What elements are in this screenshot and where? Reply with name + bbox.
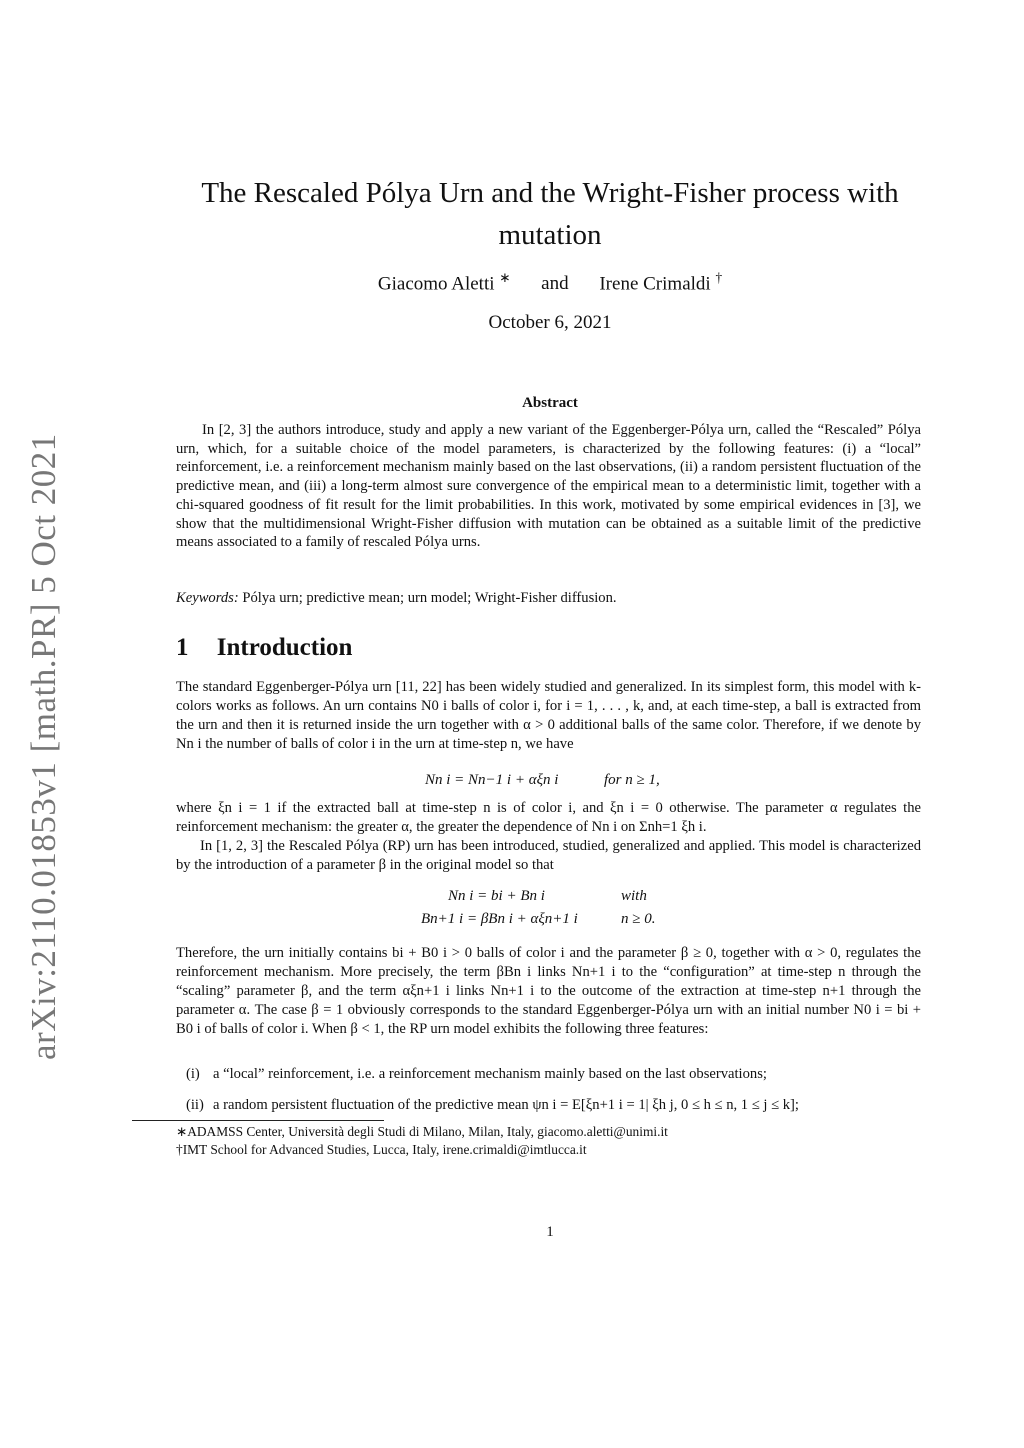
section-number: 1 — [176, 634, 189, 661]
author-2: Irene Crimaldi — [599, 273, 711, 295]
keywords-label: Keywords: — [176, 590, 239, 606]
list-item — [176, 1096, 921, 1115]
paper-title: The Rescaled Pólya Urn and the Wright-Fisher process with mutation — [201, 177, 899, 251]
keywords-text: Pólya urn; predictive mean; urn model; Wright-Fisher diffusion. — [242, 590, 617, 606]
paragraph-1: The standard Eggenberger-Pólya urn [11, 22] has been widely studied and generalized. In its simplest form, this model with k-colors works as follows. An urn contains N0 i balls of color i, for i = 1, . . . , k, and, at each time-step, a ball is extracted from the urn and then it is returned inside the urn together with α > 0 additional balls of the same color. Therefore, if we denote by Nn i the number of balls of color i in the urn at time-step n, we have — [176, 679, 921, 752]
author-1: Giacomo Aletti — [377, 273, 495, 295]
equation-1-condition: for n ≥ 1, — [604, 772, 660, 788]
footnotes — [176, 1123, 668, 1158]
abstract-text: In [2, 3] the authors introduce, study and apply a new variant of the Eggenberger-Pólya urn, called the “Rescaled” Pólya urn, which, for a suitable choice of the model parameters, is characterized by the following features: (i) a “local” reinforcement, i.e. a reinforcement mechanism mainly based on the last observations, (ii) a random persistent fluctuation of the predictive mean, and (iii) a long-term almost sure convergence of the empirical mean to a deterministic limit, together with a chi-squared goodness of fit result for the limit probabilities. In this work, motivated by some empirical evidences in [3], we show that the multidimensional Wright-Fisher diffusion with mutation can be obtained as a suitable limit of the predictive means associated to a family of rescaled Pólya urns. — [176, 422, 921, 551]
list-item-text: a “local” reinforcement, i.e. a reinforcement mechanism mainly based on the last observations; — [213, 1066, 767, 1082]
equation-1: Nn i = Nn−1 i + αξn i — [425, 772, 559, 788]
abstract-heading: Abstract — [522, 395, 578, 411]
author-1-mark: ∗ — [499, 270, 511, 285]
author-line — [176, 270, 924, 295]
author-connector: and — [541, 273, 569, 295]
list-item-text: a random persistent fluctuation of the predictive mean ψn i = E[ξn+1 i = 1| ξh j, 0 ≤ h ≤ n, 1 ≤ j ≤ k]; — [213, 1096, 799, 1113]
equation-2a: Nn i = bi + Bn i — [448, 888, 545, 904]
list-item-label: (ii) — [186, 1096, 204, 1113]
footnote-rule — [132, 1120, 384, 1121]
arxiv-identifier: arXiv:2110.01853v1 [math.PR] 5 Oct 2021 — [24, 433, 63, 1060]
section-heading — [176, 634, 352, 662]
footnote-2: †IMT School for Advanced Studies, Lucca, Italy, irene.crimaldi@imtlucca.it — [176, 1141, 587, 1157]
list-item — [176, 1065, 921, 1084]
equation-2a-condition: with — [621, 888, 647, 904]
paragraph-3: In [1, 2, 3] the Rescaled Pólya (RP) urn has been introduced, studied, generalized and applied. This model is characterized by the introduction of a parameter β in the original model so that — [176, 838, 921, 873]
equation-2b-condition: n ≥ 0. — [621, 911, 656, 927]
section-title: Introduction — [216, 634, 353, 661]
keywords — [176, 590, 921, 607]
paper-date: October 6, 2021 — [488, 312, 612, 333]
feature-list — [176, 1065, 921, 1127]
author-2-mark: † — [715, 270, 723, 285]
paragraph-4: Therefore, the urn initially contains bi + B0 i > 0 balls of color i and the parameter β ≥ 0, together with α > 0, regulates the reinforcement mechanism. More precisely, the term βBn i links Nn+1 i to the “configuration” at time-step n through the “scaling” parameter β, and the term αξn+1 i links Nn+1 i to the outcome of the extraction at time-step n+1 through the parameter α. The case β = 1 obviously corresponds to the standard Eggenberger-Pólya urn with an initial number N0 i = bi + B0 i of balls of color i. When β < 1, the RP urn model exhibits the following three features: — [176, 945, 921, 1037]
paragraph-2: where ξn i = 1 if the extracted ball at time-step n is of color i, and ξn i = 0 otherwise. The parameter α regulates the reinforcement mechanism: the greater α, the greater the dependence of Nn i on Σnh=1 ξh i. — [176, 800, 921, 835]
footnote-1: ∗ADAMSS Center, Università degli Studi di Milano, Milan, Italy, giacomo.aletti@unimi.it — [176, 1124, 668, 1139]
list-item-label: (i) — [186, 1066, 200, 1082]
equation-2b: Bn+1 i = βBn i + αξn+1 i — [421, 911, 578, 927]
page-number: 1 — [546, 1224, 554, 1240]
